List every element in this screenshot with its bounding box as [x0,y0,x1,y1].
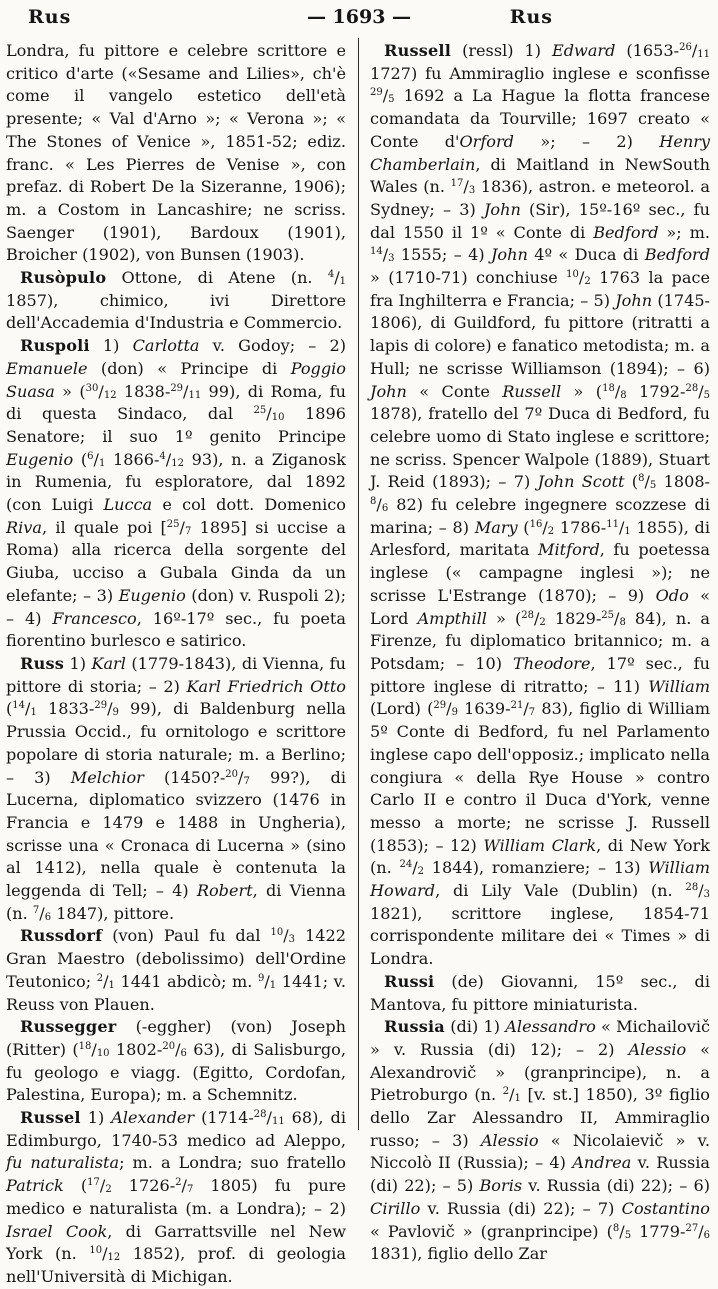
entry-headword: Russell [384,41,452,60]
entry-body: Londra, fu pittore e celebre scrittore e critico d'arte («Sesame and Lilies», ch'è come il vangelo estetico dell'età presente; « Val d'Arno »; « Verona »; « The Stones of Venice », 1851-52; ediz. franc. « Les Pierres de Venise », con prefaz. di Robert De la Sizeranne, 1906); m. a Costom in Lancashire; ne scriss. Saenger (1901), Bardoux (1901), Broicher (1902), von Bunsen (1903). [6,41,346,265]
dictionary-entry [6,1107,346,1289]
entry-body: (-eggher) (von) Joseph (Ritter) ($^{18}/_{10}$ $1802-^{20}/_6$ 63), di Salisburgo, fu geologo e viagg. (Egitto, Cordofan, Palestina, Europa); m. a Schemnitz. [6,1017,346,1105]
entry-headword: Rusòpulo [20,268,107,288]
entry-body: (de) Giovanni, 15º sec., di Mantova, fu pittore miniaturista. [370,971,710,1014]
dictionary-entry [370,971,710,1016]
entry-headword: Russia [384,1017,445,1037]
page-number: — 1693 — [306,6,412,28]
dictionary-entry [370,40,710,971]
entry-headword: Russ [20,653,64,673]
entry-headword: Russdorf [20,926,103,946]
dictionary-entry [6,653,346,925]
entry-body: 1) Karl (1779-1843), di Vienna, fu pittore di storia; – 2) Karl Friedrich Otto ($^{14}/_1$ $1833-^{29}/_9$ 99), di Baldenburg nella Prussia Occid., fu ornitologo e scrittore popolare di storia naturale; m. a Berlino; – 3) Melchior ($1450?-^{20}/_7$ 99?), di Lucerna, diplomatico svizzero (1476 in Francia e 1479 e 1488 in Ungheria), scrisse una « Cronaca di Lucerna » (sino al 1412), nella quale è contenuta la leggenda di Tell; – 4) Robert, di Vienna (n. $^7/_6$ 1847), pittore. [6,653,347,923]
dictionary-entry [6,335,346,653]
page-header [0,2,718,32]
header-left-guideword: Rus [28,6,72,28]
dictionary-entry [6,925,346,1016]
right-column [370,40,711,1264]
entry-body: 1) Carlotta v. Godoy; – 2) Emanuele (don) « Principe di Poggio Suasa » ($^{30}/_{12}$ $1838-^{29}/_{11}$ 99), di Roma, fu di questa Sindaco, dal $^{25}/_{10}$ 1896 Senatore; il suo 1º genito Principe Eugenio ($^6/_1$ $1866-^4/_{12}$ 93), n. a Ziganosk in Rumenia, fu esploratore, dal 1892 (con Luigi Lucca e col dott. Domenico Riva, il quale poi [$^{25}/_7$ 1895] si uccise a Roma) alla ricerca della sorgente del Giuba, ucciso a Gubala Ginda da un elefante; – 3) Eugenio (don) v. Ruspoli 2); – 4) Francesco, 16º-17º sec., fu poeta fiorentino burlesco e satirico. [6,336,347,651]
header-right-guideword: Rus [509,6,553,28]
entry-body: (di) 1) Alessandro « Michailovič » v. Russia (di) 12); – 2) Alessio « Alexandrovič » (granprincipe), n. a Pietroburgo (n. $^2/_1$ [v. st.] 1850), 3º figlio dello Zar Alessandro II, Ammiraglio russo; – 3) Alessio « Nicolaievič » v. Niccolò II (Russia); – 4) Andrea v. Russia (di) 22); – 5) Boris v. Russia (di) 22); – 6) Cirillo v. Russia (di) 22); – 7) Costantino « Pavlovič » (granprincipe) ($^8/_5$ $1779-^{27}/_6$ 1831), figlio dello Zar [370,1017,711,1264]
dictionary-entry [6,40,346,267]
entry-body: (ressl) 1) Edward ($1653-^{26}/_{11}$ 1727) fu Ammiraglio inglese e sconfisse $^{29}/_5$ 1692 a La Hague la flotta francese comandata da Tourville; 1697 creato « Conte d'Orford »; – 2) Henry Chamberlain, di Maitland in NewSouth Wales (n. $^{17}/_3$ 1836), astron. e meteorol. a Sydney; – 3) John (Sir), 15º-16º sec., fu dal 1550 il 1º « Conte di Bedford »; m. $^{14}/_3$ 1555; – 4) John 4º « Duca di Bedford » (1710-71) conchiuse $^{10}/_2$ 1763 la pace fra Inghilterra e Francia; – 5) John (1745-1806), di Guildford, fu pittore (ritratti a lapis di colore) e fanatico metodista; m. a Hull; ne scrisse Williamson (1894); – 6) John « Conte Russell » ($^{18}/_8$ $1792-^{28}/_5$ 1878), fratello del 7º Duca di Bedford, fu celebre uomo di Stato inglese e scrittore; ne scriss. Spencer Walpole (1889), Stuart J. Reid (1893); – 7) John Scott ($^8/_5$ $1808-^8/_6$ 82) fu celebre ingegnere scozzese di marina; – 8) Mary ($^{16}/_2$ $1786-^{11}/_1$ 1855), di Arlesford, maritata Mitford, fu poetessa inglese (« campagne inglesi »); ne scrisse L'Estrange (1870); – 9) Odo « Lord Ampthill » ($^{28}/_2$ $1829-^{25}/_8$ 84), n. a Firenze, fu diplomatico britannico; m. a Potsdam; – 10) Theodore, 17º sec., fu pittore inglese di ritratto; – 11) William (Lord) ($^{29}/_9$ $1639-^{21}/_7$ 83), figlio di William 5º Conte di Bedford, fu nel Parlamento inglese capo dell'opposiz.; implicato nella congiura « della Rye House » contro Carlo II e contro il Duca d'York, venne messo a morte; ne scrisse J. Russell (1853); – 12) William Clark, di New York (n. $^{24}/_2$ 1844), romanziere; – 13) William Howard, di Lily Vale (Dublin) (n. $^{28}/_3$ 1821), scrittore inglese, 1854-71 corrispondente militare dei « Times » di Londra. [370,41,711,969]
dictionary-entry [6,1016,346,1107]
dictionary-entry [370,1016,710,1266]
entry-headword: Russegger [20,1017,117,1037]
entry-headword: Russel [20,1108,81,1128]
entry-body: Ottone, di Atene (n. $^4/_1$ 1857), chimico, ivi Direttore dell'Accademia d'Industria e Commercio. [6,268,346,333]
dictionary-entry [6,267,346,335]
entry-headword: Ruspoli [20,336,90,356]
entry-body: 1) Alexander ($1714-^{28}/_{11}$ 68), di Edimburgo, 1740-53 medico ad Aleppo, fu naturalista; m. a Londra; suo fratello Patrick ($^{17}/_2$ $1726-^2/_7$ 1805) fu pure medico e naturalista (m. a Londra); – 2) Israel Cook, di Garrattsville nel New York (n. $^{10}/_{12}$ 1852), prof. di geologia nell'Università di Michigan. [6,1108,347,1286]
left-column [6,40,347,1286]
column-divider [358,38,359,1130]
entry-headword: Russi [384,971,435,991]
entry-body: (von) Paul fu dal $^{10}/_3$ 1422 Gran Maestro (debolissimo) dell'Ordine Teutonico; $^2/_1$ 1441 abdicò; m. $^9/_1$ 1441; v. Reuss von Plauen. [6,926,346,1014]
